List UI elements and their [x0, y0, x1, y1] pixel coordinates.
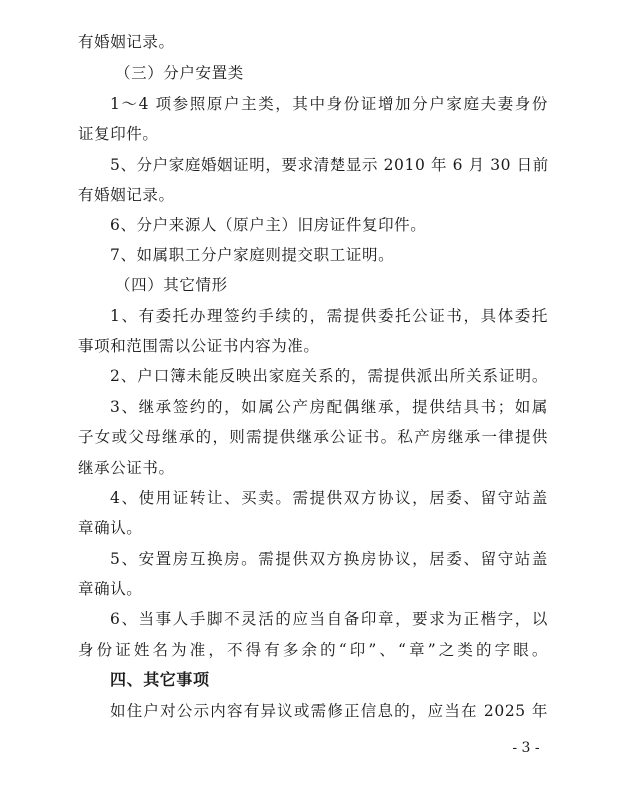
text-line: 如住户对公示内容有异议或需修正信息的，应当在 2025 年: [110, 702, 548, 720]
section-heading-other-cases: （四）其它情形: [115, 276, 228, 294]
text-line: 身份证姓名为准，不得有多余的“印”、“章”之类的字眼。: [78, 641, 548, 659]
text-line: 1、有委托办理签约手续的，需提供委托公证书，具体委托: [110, 307, 548, 325]
text-line: 1～4 项参照原户主类，其中身份证增加分户家庭夫妻身份: [110, 95, 548, 113]
text-line: 继承公证书。: [78, 459, 175, 477]
text-line: 6、分户来源人（原户主）旧房证件复印件。: [110, 216, 427, 234]
text-line: 6、当事人手脚不灵活的应当自备印章，要求为正楷字，以: [110, 610, 548, 628]
section-heading-household-split: （三）分户安置类: [115, 64, 244, 82]
text-line: 3、继承签约的，如属公产房配偶继承，提供结具书；如属: [110, 398, 548, 416]
text-line: 4、使用证转让、买卖。需提供双方协议，居委、留守站盖: [110, 489, 548, 507]
section-heading-other-matters: 四、其它事项: [110, 670, 210, 689]
text-line: 子女或父母继承的，则需提供继承公证书。私产房继承一律提供: [78, 428, 548, 446]
text-line: 有婚姻记录。: [78, 186, 175, 204]
text-line: 章确认。: [78, 580, 143, 598]
text-line: 2、户口簿未能反映出家庭关系的，需提供派出所关系证明。: [110, 367, 548, 385]
text-line: 有婚姻记录。: [78, 33, 175, 51]
text-line: 事项和范围需以公证书内容为准。: [78, 337, 320, 355]
text-line: 5、分户家庭婚姻证明，要求清楚显示 2010 年 6 月 30 日前: [110, 156, 549, 174]
page-number: - 3 -: [512, 740, 540, 756]
text-line: 证复印件。: [78, 125, 159, 143]
text-line: 7、如属职工分户家庭则提交职工证明。: [110, 246, 395, 264]
text-line: 5、安置房互换房。需提供双方换房协议，居委、留守站盖: [110, 550, 548, 568]
text-line: 章确认。: [78, 519, 143, 537]
